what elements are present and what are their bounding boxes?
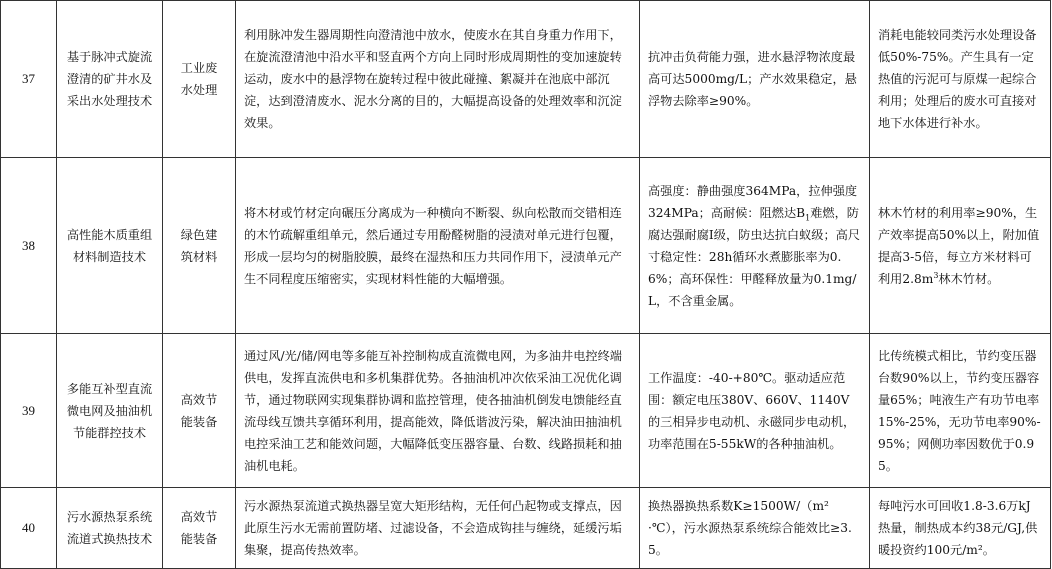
subscript: 1 xyxy=(805,212,811,222)
technology-description: 将木材或竹材定向碾压分离成为一种横向不断裂、纵向松散而交错相连的木竹疏解重组单元，然后通过专用酚醛树脂的浸渍对单元进行包覆，形成一层均匀的树脂胶膜，最终在湿热和压力共同作用下，浸渍单元产生不同程度压缩密实，实现材料性能的大幅增强。 xyxy=(236,158,640,334)
table-row xyxy=(1,488,1051,569)
technology-parameters: 工作温度：-40-+80℃。驱动适应范围：额定电压380V、660V、1140V的三相异步电动机、永磁同步电动机，功率范围在5-55kW的各种抽油机。 xyxy=(640,334,870,488)
parameters-text: 高强度：静曲强度364MPa，拉伸强度324MPa；高耐候：阻燃达B xyxy=(648,183,858,220)
row-number: 38 xyxy=(1,158,57,334)
technology-name: 多能互补型直流微电网及抽油机节能群控技术 xyxy=(57,334,163,488)
technology-category: 绿色建筑材料 xyxy=(163,158,236,334)
technology-benefits: 消耗电能较同类污水处理设备低50%-75%。产生具有一定热值的污泥可与原煤一起综合利用；处理后的废水可直接对地下水体进行补水。 xyxy=(870,1,1051,158)
parameters-text: 难燃，防腐达强耐腐Ⅰ级，防虫达抗白蚁级；高尺寸稳定性：28h循环水煮膨胀率为0.6%；高环保性：甲醛释放量为0.1mg/L，不含重金属。 xyxy=(648,205,861,308)
technology-description: 污水源热泵流道式换热器呈宽大矩形结构，无任何凸起物或支撑点，因此原生污水无需前置防堵、过滤设备，不会造成钩挂与缠绕，延缓污垢集聚，提高传热效率。 xyxy=(236,488,640,569)
table-row xyxy=(1,158,1051,334)
technology-benefits xyxy=(870,158,1051,334)
benefits-text: 林木竹材。 xyxy=(938,271,1000,286)
row-number: 39 xyxy=(1,334,57,488)
technology-description: 通过风/光/储/网电等多能互补控制构成直流微电网，为多油井电控终端供电，发挥直流供电和多机集群优势。各抽油机冲次依采油工况优化调节，通过物联网实现集群协调和监控管理，使各抽油机倒发电馈能经直流母线互馈共享循环利用，提高能效，降低谐波污染，解决油田抽油机电控采油工艺和能效问题，大幅降低变压器容量、台数、线路损耗和抽油机电耗。 xyxy=(236,334,640,488)
technology-category: 高效节能装备 xyxy=(163,334,236,488)
table-row xyxy=(1,334,1051,488)
superscript: 3 xyxy=(933,270,939,280)
technology-parameters: 换热器换热系数K≥1500W/（m²·℃），污水源热泵系统综合能效比≥3.5。 xyxy=(640,488,870,569)
technology-name: 高性能木质重组材料制造技术 xyxy=(57,158,163,334)
benefits-text: 林木竹材的利用率≥90%，生产效率提高50%以上，附加值提高3-5倍，每立方米材料可利用2.8m xyxy=(878,205,1040,286)
technology-category: 工业废水处理 xyxy=(163,1,236,158)
technology-parameters xyxy=(640,158,870,334)
table-row xyxy=(1,1,1051,158)
technology-benefits: 比传统模式相比，节约变压器台数90%以上，节约变压器容量65%；吨液生产有功节电率15%-25%，无功节电率90%-95%；网侧功率因数优于0.95。 xyxy=(870,334,1051,488)
technology-name: 污水源热泵系统流道式换热技术 xyxy=(57,488,163,569)
technology-name: 基于脉冲式旋流澄清的矿井水及采出水处理技术 xyxy=(57,1,163,158)
technology-benefits: 每吨污水可回收1.8-3.6万kJ热量，制热成本约38元/GJ,供暖投资约100元/m²。 xyxy=(870,488,1051,569)
row-number: 37 xyxy=(1,1,57,158)
row-number: 40 xyxy=(1,488,57,569)
technology-category: 高效节能装备 xyxy=(163,488,236,569)
technology-description: 利用脉冲发生器周期性向澄清池中放水，使废水在其自身重力作用下，在旋流澄清池中沿水平和竖直两个方向上同时形成周期性的变加速旋转运动，废水中的悬浮物在旋转过程中彼此碰撞、絮凝并在池底中部沉淀，达到澄清废水、泥水分离的目的，大幅提高设备的处理效率和沉淀效果。 xyxy=(236,1,640,158)
technology-parameters: 抗冲击负荷能力强，进水悬浮物浓度最高可达5000mg/L；产水效果稳定，悬浮物去除率≥90%。 xyxy=(640,1,870,158)
